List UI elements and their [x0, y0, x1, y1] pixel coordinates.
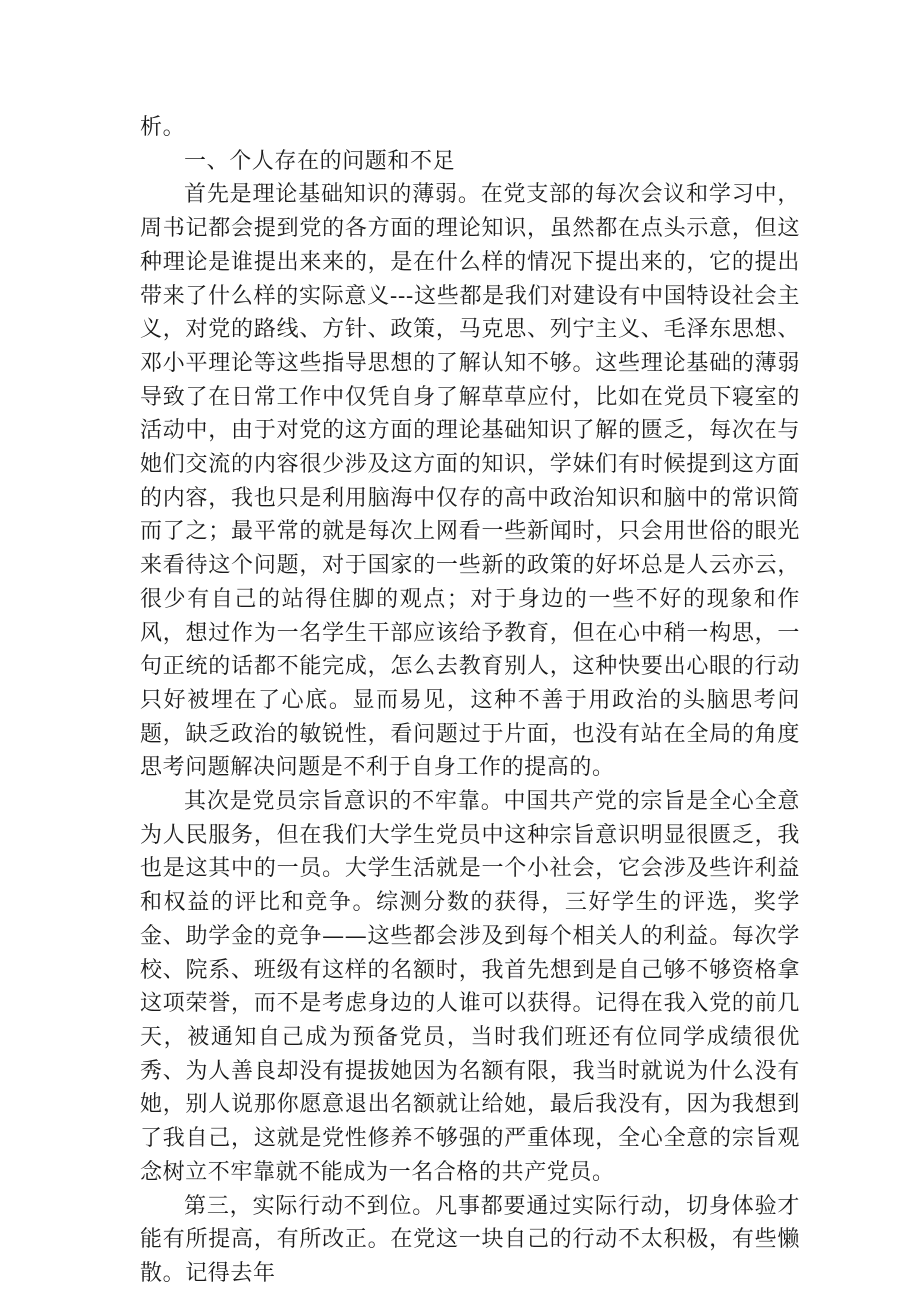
paragraph-theory-foundation: 首先是理论基础知识的薄弱。在党支部的每次会议和学习中，周书记都会提到党的各方面的理论知识，虽然都在点头示意，但这种理论是谁提出来来的，是在什么样的情况下提出来的，它的提出带来了什么样的实际意义---这些都是我们对建设有中国特设社会主义，对党的路线、方针、政策，马克思、列宁主义、毛泽东思想、邓小平理论等这些指导思想的了解认知不够。这些理论基础的薄弱导致了在日常工作中仅凭自身了解草草应付，比如在党员下寝室的活动中，由于对党的这方面的理论基础知识了解的匮乏，每次在与她们交流的内容很少涉及这方面的知识，学妹们有时候提到这方面的内容，我也只是利用脑海中仅存的高中政治知识和脑中的常识简而了之；最平常的就是每次上网看一些新闻时，只会用世俗的眼光来看待这个问题，对于国家的一些新的政策的好坏总是人云亦云，很少有自己的站得住脚的观点；对于身边的一些不好的现象和作风，想过作为一名学生干部应该给予教育，但在心中稍一构思，一句正统的话都不能完成，怎么去教育别人，这种快要出心眼的行动只好被埋在了心底。显而易见，这种不善于用政治的头脑思考问题，缺乏政治的敏锐性，看问题过于片面，也没有站在全局的角度思考问题解决问题是不利于自身工作的提高的。	[140, 182, 800, 781]
paragraph-purpose-awareness: 其次是党员宗旨意识的不牢靠。中国共产党的宗旨是全心全意为人民服务，但在我们大学生党员中这种宗旨意识明显很匮乏，我也是这其中的一员。大学生活就是一个小社会，它会涉及些许利益和权益的评比和竞争。综测分数的获得，三好学生的评选，奖学金、助学金的竞争——这些都会涉及到每个相关人的利益。每次学校、院系、班级有这样的名额时，我首先想到是自己够不够资格拿这项荣誉，而不是考虑身边的人谁可以获得。记得在我入党的前几天，被通知自己成为预备党员，当时我们班还有位同学成绩很优秀、为人善良却没有提拔她因为名额有限，我当时就说为什么没有她，别人说那你愿意退出名额就让给她，最后我没有，因为我想到了我自己，这就是党性修养不够强的严重体现，全心全意的宗旨观念树立不牢靠就不能成为一名合格的共产党员。	[140, 789, 800, 1185]
section-heading: 一、个人存在的问题和不足	[184, 148, 456, 174]
paragraph-practical-action: 第三，实际行动不到位。凡事都要通过实际行动，切身体验才能有所提高，有所改正。在党这一块自己的行动不太积极，有些懒散。记得去年	[140, 1193, 800, 1286]
paragraph-continuation: 析。	[140, 115, 186, 140]
document-body	[140, 111, 800, 1291]
